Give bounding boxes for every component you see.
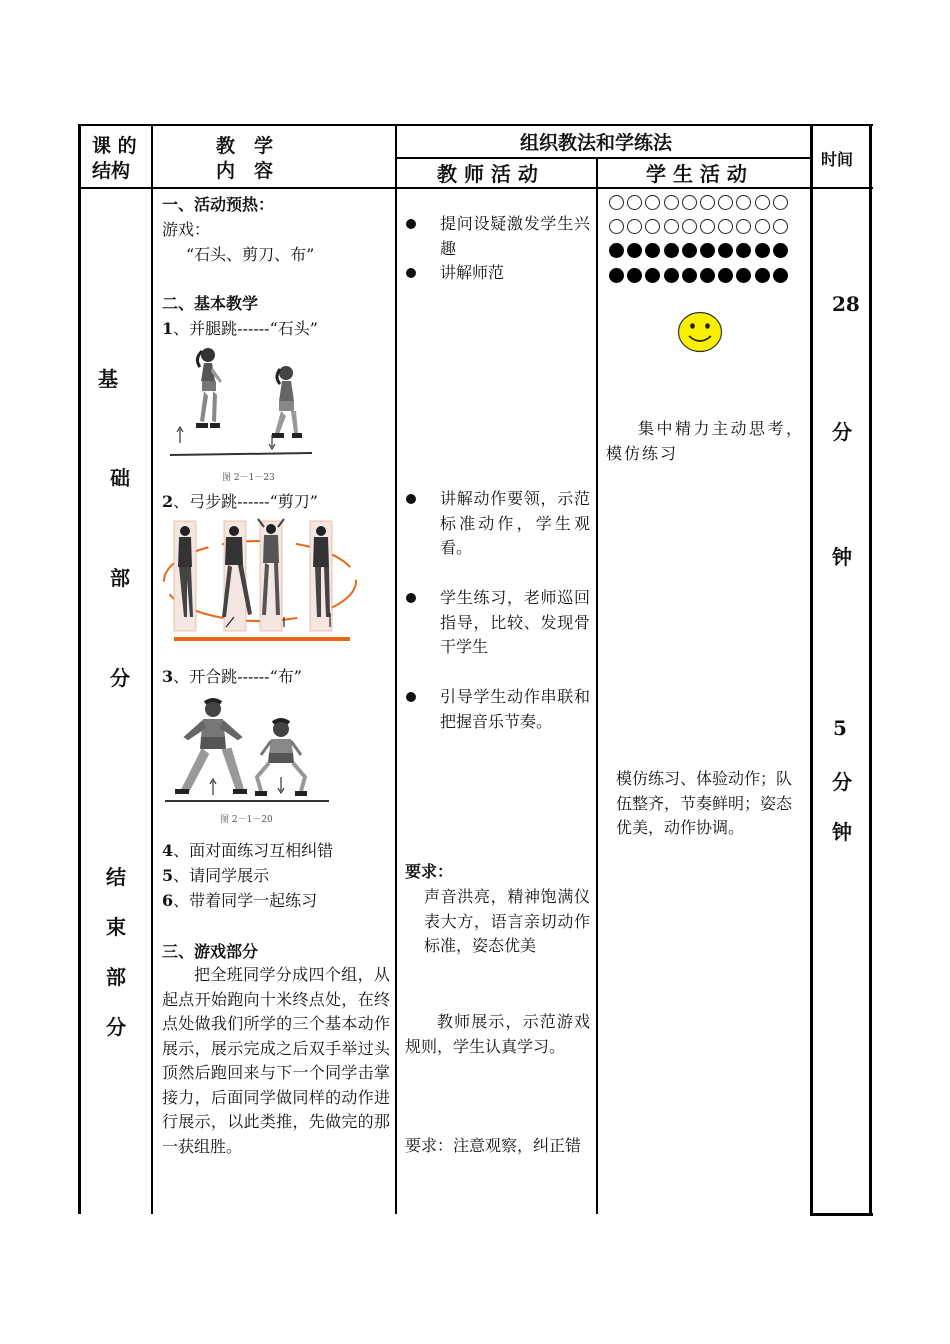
- time-basic-unit-2: 钟: [832, 545, 852, 569]
- student-marker-solid: [718, 268, 733, 283]
- student-marker-solid: [609, 243, 624, 258]
- structure-ending-1: 结: [106, 865, 126, 889]
- student-marker-solid: [627, 243, 642, 258]
- structure-ending-2: 束: [106, 915, 126, 939]
- student-marker-solid: [700, 243, 715, 258]
- time-basic-unit-1: 分: [832, 420, 852, 444]
- student-marker-solid: [664, 268, 679, 283]
- student-marker-solid: [755, 268, 770, 283]
- teacher-requirement-title: 要求：: [405, 862, 454, 881]
- table-col-divider-1: [151, 124, 153, 1214]
- figure-scissors-jump: [160, 517, 360, 645]
- item-student-show: 5、请同学展示: [162, 866, 270, 885]
- table-border-right: [869, 124, 872, 1216]
- time-end-number: 5: [833, 716, 847, 740]
- student-marker-solid: [682, 243, 697, 258]
- student-marker-solid: [755, 243, 770, 258]
- structure-ending-3: 部: [106, 965, 126, 989]
- student-marker-solid: [682, 268, 697, 283]
- table-border-left: [78, 124, 81, 1214]
- item-paper-jump: 3、开合跳------“布”: [162, 667, 302, 686]
- header-structure-1: 课 的: [92, 135, 137, 157]
- time-end-unit-2: 钟: [832, 820, 852, 844]
- item-practice-together: 6、带着同学一起练习: [162, 891, 318, 910]
- student-marker-solid: [718, 243, 733, 258]
- bullet-3: [406, 494, 416, 504]
- student-marker-solid: [700, 268, 715, 283]
- bullet-5: [406, 692, 416, 702]
- formation-row-2: [609, 219, 788, 234]
- structure-basic-1: 基: [98, 367, 118, 391]
- bullet-1: [406, 219, 416, 229]
- teacher-activity-3: 讲解动作要领，示范标准动作，学生观看。: [440, 489, 590, 557]
- student-marker-solid: [773, 243, 788, 258]
- table-border-top: [78, 124, 873, 126]
- teacher-activity-5: 引导学生动作串联和把握音乐节奏。: [440, 687, 590, 731]
- game-description: 把全班同学分成四个组，从起点开始跑向十米终点处，在终点处做我们所学的三个基本动作展示，展示完成之后双手举过头顶然后跑回来与下一个同学击掌接力，后面同学做同样的动作进行展示，以此类推，先做完的那一获组胜。: [162, 965, 390, 1156]
- student-marker-solid: [627, 268, 642, 283]
- student-marker-solid: [664, 243, 679, 258]
- figure-rock-jump: [166, 343, 314, 483]
- student-marker-hollow: [645, 195, 660, 210]
- teacher-requirement-2: 要求：注意观察，纠正错: [405, 1136, 582, 1155]
- formation-row-3: [609, 243, 788, 258]
- header-content-2: 内 容: [216, 160, 274, 182]
- structure-ending-4: 分: [106, 1015, 126, 1039]
- bullet-4: [406, 593, 416, 603]
- section-basic-title: 二、基本教学: [162, 294, 259, 313]
- warmup-game-name: “石头、剪刀、布”: [186, 245, 315, 264]
- student-marker-hollow: [755, 195, 770, 210]
- teacher-demo-text: 教师展示，示范游戏规则，学生认真学习。: [405, 1012, 590, 1056]
- structure-basic-4: 分: [110, 666, 130, 690]
- header-content-1: 教 学: [216, 135, 274, 157]
- header-student-activity: 学 生 活 动: [646, 162, 747, 186]
- student-marker-hollow: [609, 195, 624, 210]
- formation-row-1: [609, 195, 788, 210]
- student-marker-hollow: [718, 195, 733, 210]
- warmup-game-label: 游戏：: [162, 220, 211, 239]
- item-scissors-jump: 2、弓步跳------“剪刀”: [162, 492, 318, 511]
- item-pair-correct: 4、面对面练习互相纠错: [162, 841, 334, 860]
- student-marker-solid: [773, 268, 788, 283]
- formation-row-4: [609, 268, 788, 283]
- teacher-activity-1: 提问设疑激发学生兴趣: [440, 214, 590, 258]
- section-game-title: 三、游戏部分: [162, 942, 259, 961]
- student-marker-solid: [645, 243, 660, 258]
- student-marker-hollow: [664, 195, 679, 210]
- student-marker-solid: [736, 243, 751, 258]
- figure-paper-jump: [163, 697, 331, 819]
- header-teacher-activity: 教 师 活 动: [437, 162, 538, 186]
- student-marker-hollow: [664, 219, 679, 234]
- student-marker-hollow: [627, 219, 642, 234]
- header-time: 时间: [821, 150, 854, 169]
- table-col-divider-3: [596, 158, 598, 1214]
- student-marker-hollow: [755, 219, 770, 234]
- bullet-2: [406, 268, 416, 278]
- teacher-activity-4: 学生练习，老师巡回指导，比较、发现骨干学生: [440, 588, 590, 656]
- student-marker-hollow: [773, 219, 788, 234]
- table-border-bottom: [810, 1213, 873, 1216]
- student-marker-hollow: [700, 195, 715, 210]
- student-imitate-text: 模仿练习、体验动作；队伍整齐，节奏鲜明；姿态优美，动作协调。: [616, 769, 793, 837]
- student-marker-hollow: [700, 219, 715, 234]
- student-focus-text: 集中精力主动思考，模仿练习: [606, 419, 804, 463]
- time-end-unit-1: 分: [832, 770, 852, 794]
- student-marker-hollow: [736, 195, 751, 210]
- student-marker-hollow: [627, 195, 642, 210]
- time-basic-number: 28: [832, 292, 860, 316]
- student-marker-hollow: [645, 219, 660, 234]
- student-marker-hollow: [609, 219, 624, 234]
- section-warmup-title: 一、活动预热：: [162, 195, 275, 214]
- structure-basic-3: 部: [110, 566, 130, 590]
- figure-rock-caption: 图 2－1－23: [222, 473, 275, 483]
- student-marker-hollow: [736, 219, 751, 234]
- student-marker-solid: [609, 268, 624, 283]
- methods-subheader-line: [395, 157, 812, 159]
- figure-paper-caption: 图 2－1－20: [220, 815, 273, 825]
- teacher-activity-2: 讲解师范: [440, 263, 505, 282]
- student-marker-hollow: [682, 195, 697, 210]
- header-methods: 组织教法和学练法: [520, 132, 673, 154]
- header-structure-2: 结构: [92, 160, 131, 182]
- item-rock-jump: 1、并腿跳------“石头”: [162, 319, 318, 338]
- header-bottom-line: [78, 187, 873, 189]
- student-marker-hollow: [773, 195, 788, 210]
- student-marker-hollow: [682, 219, 697, 234]
- student-marker-hollow: [718, 219, 733, 234]
- structure-basic-2: 础: [110, 466, 130, 490]
- smiley-face-icon: [677, 311, 723, 353]
- teacher-requirement-text: 声音洪亮，精神饱满仪表大方，语言亲切动作标准，姿态优美: [424, 887, 590, 955]
- student-marker-solid: [645, 268, 660, 283]
- student-marker-solid: [736, 268, 751, 283]
- table-col-divider-2: [395, 124, 397, 1214]
- table-col-divider-4: [810, 124, 813, 1216]
